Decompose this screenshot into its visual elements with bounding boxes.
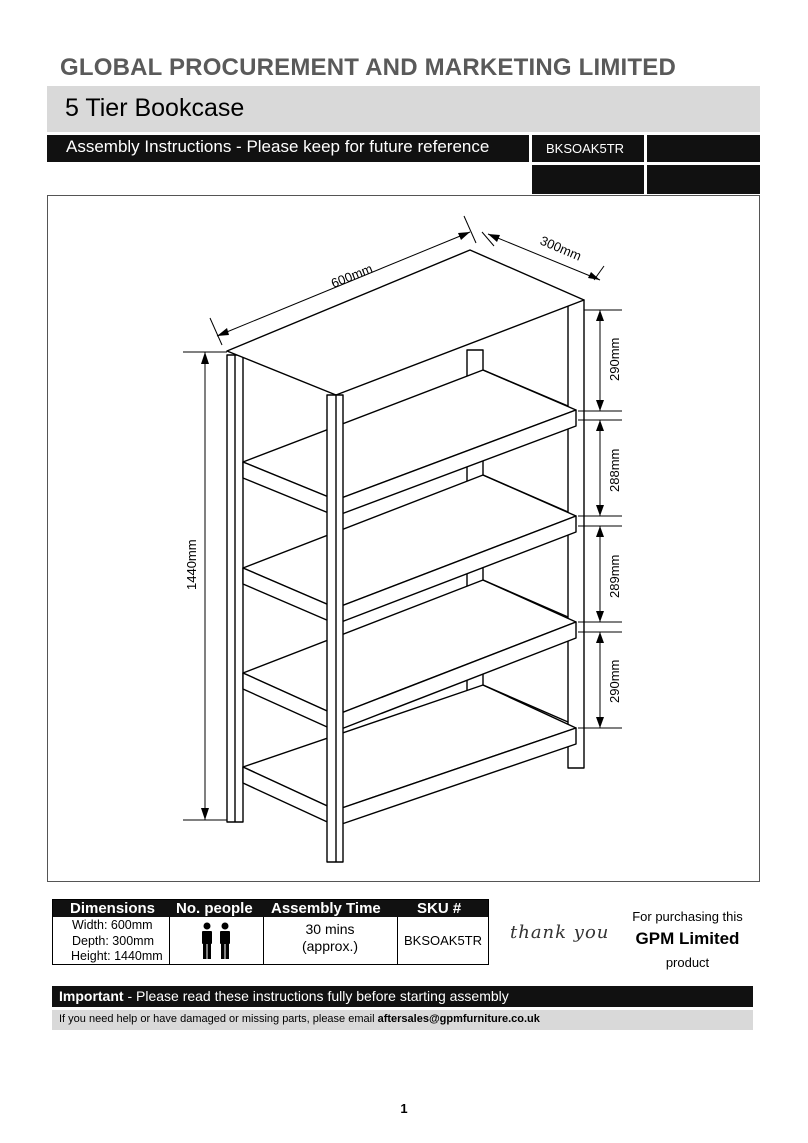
height-label: 1440mm (184, 539, 199, 590)
front-left-post (227, 355, 243, 822)
time-value-line2: (approx.) (301, 938, 359, 954)
help-bar (52, 1010, 753, 1030)
width-label: 600mm (328, 260, 375, 291)
help-text (59, 1013, 540, 1025)
important-bar (52, 986, 753, 1007)
depth-label: 300mm (537, 232, 584, 264)
gap-label-3: 289mm (607, 554, 622, 598)
sku-value: BKSOAK5TR (403, 933, 483, 948)
help-email[interactable]: aftersales@gpmfurniture.co.uk (377, 1013, 540, 1025)
people-header: No. people (176, 900, 253, 917)
assembly-note: Assembly Instructions - Please keep for future reference (66, 137, 490, 156)
purchase-line1: For purchasing this (632, 909, 743, 924)
time-value-line1: 30 mins (305, 921, 355, 937)
gap-label-1: 290mm (607, 337, 622, 381)
divider (169, 917, 170, 964)
thank-you-script: thank you (510, 922, 610, 943)
product-code: BKSOAK5TR (546, 141, 625, 156)
width-value: Width: 600mm (72, 918, 153, 932)
depth-value: Depth: 300mm (72, 934, 154, 948)
page-number: 1 (400, 1101, 408, 1116)
important-text (59, 988, 509, 1004)
purchase-line3: product (665, 955, 710, 970)
dimensions-header: Dimensions (70, 900, 156, 917)
brand-name: GPM Limited (635, 929, 740, 948)
spec-table (52, 899, 489, 965)
purchase-message (615, 909, 760, 970)
height-value: Height: 1440mm (71, 949, 163, 963)
company-name: GLOBAL PROCUREMENT AND MARKETING LIMITED (60, 54, 676, 81)
front-right-post (327, 395, 343, 862)
spec-header-row (53, 900, 488, 917)
shelf-1-top (227, 250, 584, 406)
important-label: Important (59, 988, 124, 1004)
two-people-icon (198, 922, 238, 962)
shelf-2 (243, 370, 576, 516)
help-message: If you need help or have damaged or missing parts, please email (59, 1013, 378, 1025)
important-message: - Please read these instructions fully before starting assembly (123, 988, 509, 1004)
time-header: Assembly Time (271, 900, 381, 917)
gap-label-2: 288mm (607, 448, 622, 492)
gap-label-4: 290mm (607, 659, 622, 703)
sku-header: SKU # (417, 900, 462, 917)
product-title: 5 Tier Bookcase (65, 94, 245, 122)
